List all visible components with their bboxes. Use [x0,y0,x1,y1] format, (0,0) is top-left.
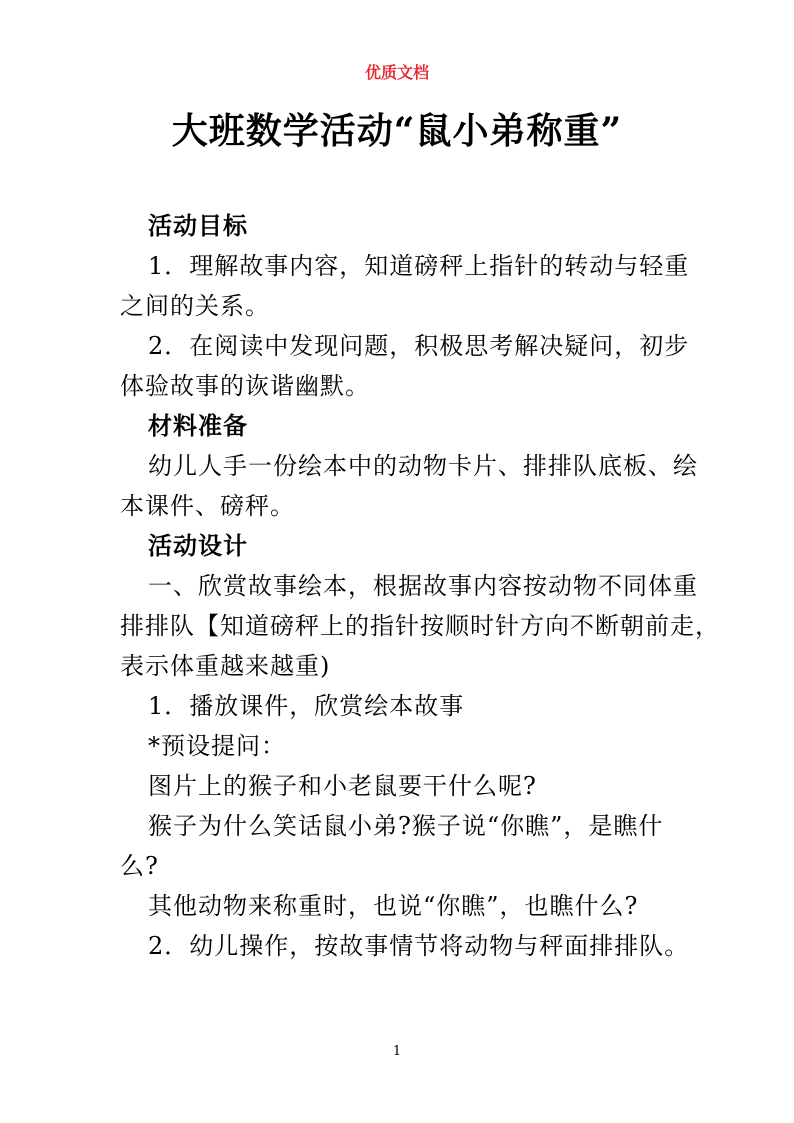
materials-line-1: 幼儿人手一份绘本中的动物卡片、排排队底板、绘 [148,452,698,480]
document-title: 大班数学活动“鼠小弟称重” [171,110,623,152]
question-2-line-2: 么? [120,852,159,880]
section-heading-goals: 活动目标 [148,211,248,240]
question-3: 其他动物来称重时，也说“你瞧”，也瞧什么? [148,892,639,920]
goal-2-line-1: 2．在阅读中发现问题，积极思考解决疑问，初步 [148,332,690,360]
section-heading-materials: 材料准备 [148,411,248,440]
page-number: 1 [392,1044,402,1059]
step-1: 1．播放课件，欣赏绘本故事 [148,692,465,720]
design-paragraph-line-3: 表示体重越来越重) [120,652,331,680]
question-1: 图片上的猴子和小老鼠要干什么呢? [148,772,537,800]
section-heading-design: 活动设计 [148,531,248,560]
materials-line-2: 本课件、磅秤。 [120,492,295,520]
preset-questions-label: *预设提问： [148,732,286,760]
design-paragraph-line-1: 一、欣赏故事绘本，根据故事内容按动物不同体重 [148,572,698,600]
document-body [120,206,720,966]
design-paragraph-line-2: 排排队【知道磅秤上的指针按顺时针方向不断朝前走， [120,612,720,640]
goal-1-line-2: 之间的关系。 [120,292,270,320]
question-2-line-1: 猴子为什么笑话鼠小弟?猴子说“你瞧”，是瞧什 [148,812,664,840]
document-watermark-tag: 优质文档 [364,63,429,82]
goal-2-line-2: 体验故事的诙谐幽默。 [120,372,370,400]
goal-1-line-1: 1．理解故事内容，知道磅秤上指针的转动与轻重 [148,252,690,280]
step-2: 2．幼儿操作，按故事情节将动物与秤面排排队。 [148,932,690,960]
